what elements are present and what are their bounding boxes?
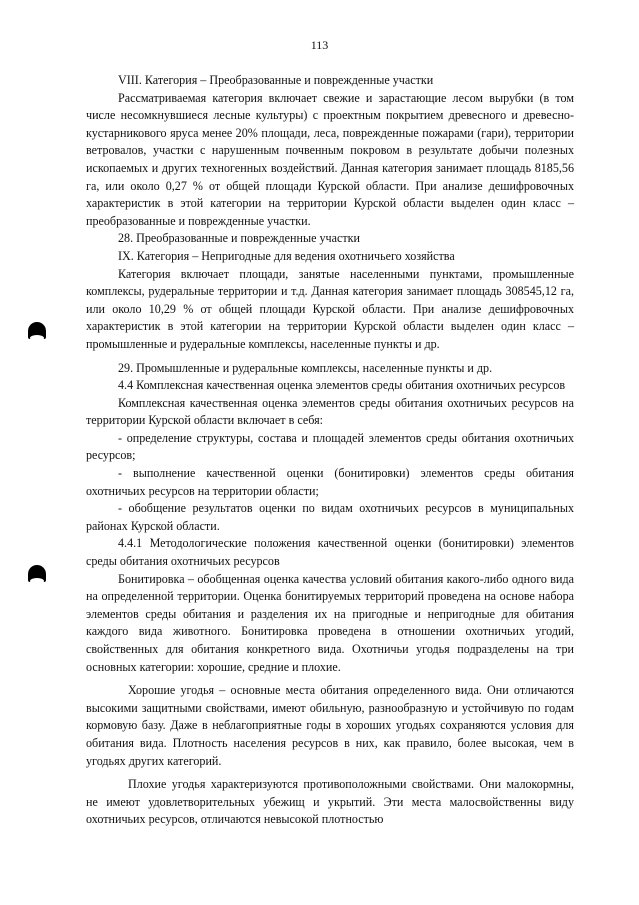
paragraph-poor-lands: Плохие угодья характеризуются противоположными свойствами. Они малокормны, не имеют удовлетворительных убежищ и укрытий. Эти места малосвойственны виду охотничьих ресурсов, отличаются невысокой плотностью xyxy=(86,777,574,827)
hole-punch-mark-upper xyxy=(28,322,46,339)
document-body xyxy=(86,72,574,829)
paragraph-assessment-intro: Комплексная качественная оценка элементов среды обитания охотничьих ресурсов на территории Курской области включает в себя: xyxy=(86,395,574,428)
paragraph-bonitirovka-definition: Бонитировка – обобщенная оценка качества условий обитания какого-либо одного вида на определенной территории. Оценка бонитируемых территорий проведена на основе набора элементов среды обитания и разделения их на пригодные и непригодные для обитания каждого вида животного. Бонитировка проведена в отношении охотничьих угодий, свойственных для обитания конкретного вида. Охотничьи угодья подразделены на три основных категории: хорошие, средние и плохие. xyxy=(86,571,574,674)
paragraph-category-viii: Рассматриваемая категория включает свежие и зарастающие лесом вырубки (в том числе несомкнувшиеся лесные культуры) с проектным покрытием древесного и древесно-кустарникового яруса менее 20% площади, леса, поврежденные пожарами (гари), территории ветровалов, участки с нарушенным почвенным покровом в результате добычи полезных ископаемых и других техногенных воздействий. Данная категория занимает площадь 8185,56 га, или около 0,27 % от общей площади Курской области. При анализе дешифровочных характеристик в этой категории на территории Курской области выделен один класс – преобразованные и поврежденные участки. xyxy=(86,90,574,228)
paragraph-category-ix: Категория включает площади, занятые населенными пунктами, промышленные комплексы, рудеральные территории и т.д. Данная категория занимает площадь 308545,12 га, или около 10,29 % от общей площади Курской области. При анализе дешифровочных характеристик в этой категории на территории Курской области выделен один класс – промышленные и рудеральные комплексы, населенные пункты и др. xyxy=(86,266,574,351)
class-item-28: 28. Преобразованные и поврежденные участки xyxy=(118,231,361,246)
page-number: 113 xyxy=(310,38,329,52)
hole-punch-mark-lower xyxy=(28,565,46,582)
class-item-29: 29. Промышленные и рудеральные комплексы, населенные пункты и др. xyxy=(118,360,493,375)
list-item-summary: - обобщение результатов оценки по видам охотничьих ресурсов в муниципальных районах Курской области. xyxy=(86,501,574,533)
heading-category-ix: IX. Категория – Непригодные для ведения охотничьего хозяйства xyxy=(118,248,455,263)
section-heading-4-4-1: 4.4.1 Методологические положения качественной оценки (бонитировки) элементов среды обитания охотничьих ресурсов xyxy=(86,536,574,569)
heading-category-viii: VIII. Категория – Преобразованные и поврежденные участки xyxy=(118,73,434,87)
list-item-structure: - определение структуры, состава и площадей элементов среды обитания охотничьих ресурсов; xyxy=(86,430,574,463)
list-item-bonitirovka: - выполнение качественной оценки (бонитировки) элементов среды обитания охотничьих ресурсов на территории области; xyxy=(86,466,574,498)
paragraph-good-lands: Хорошие угодья – основные места обитания определенного вида. Они отличаются высокими защитными свойствами, имеют обильную, разнообразную и устойчивую по годам кормовую базу. Даже в неблагоприятные годы в хороших угодьях сохраняются условия для обитания вида. Плотность населения ресурсов в них, как правило, более высокая, чем в угодьях других категорий. xyxy=(86,683,574,768)
section-heading-4-4: 4.4 Комплексная качественная оценка элементов среды обитания охотничьих ресурсов xyxy=(118,378,566,393)
